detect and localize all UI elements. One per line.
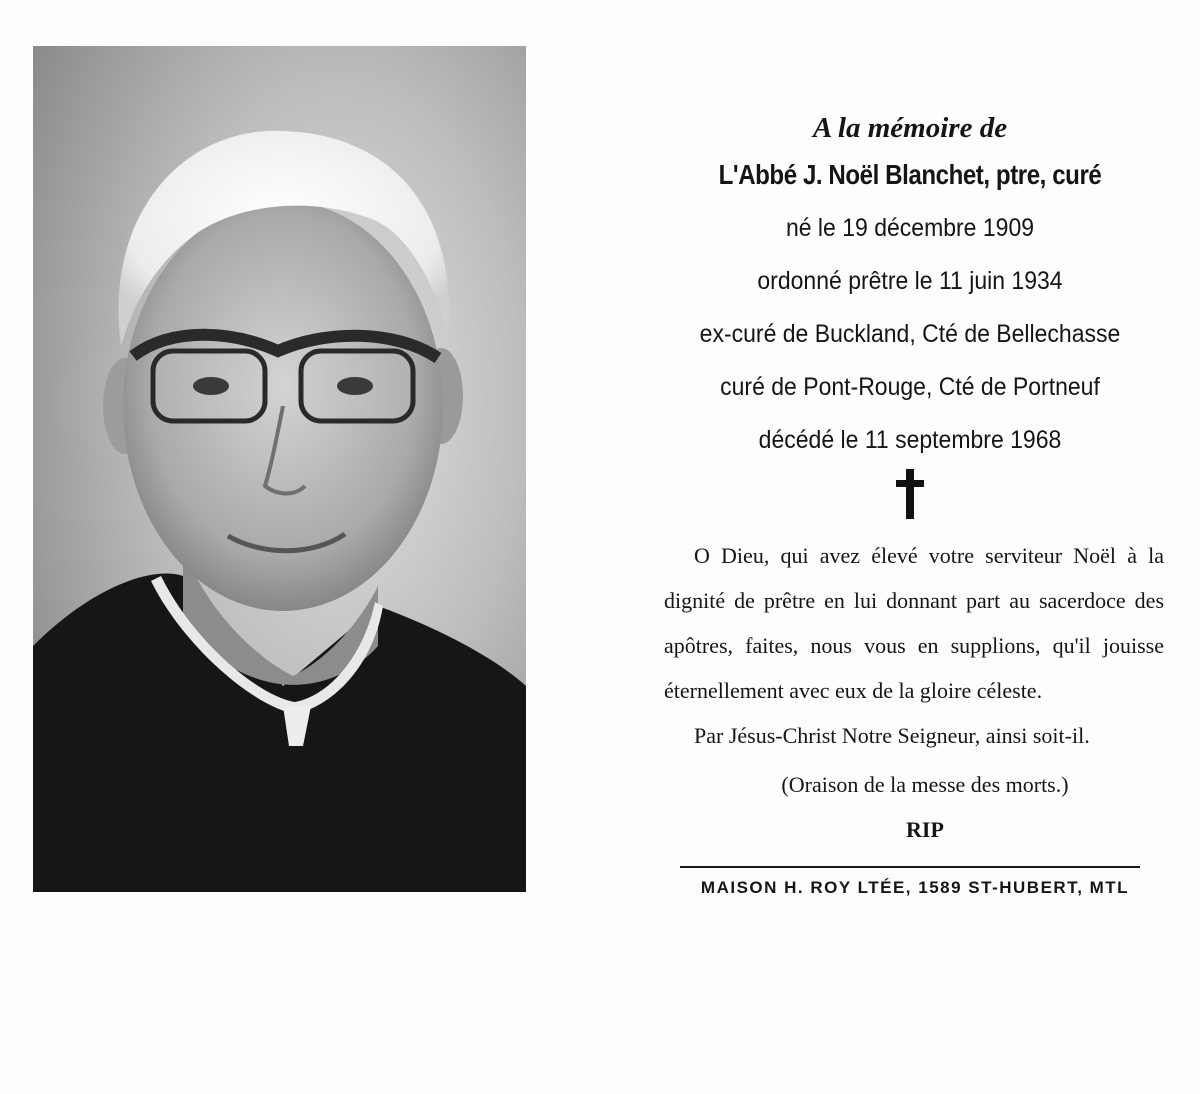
prayer-paragraph: O Dieu, qui avez élevé votre serviteur Noël à la dignité de prêtre en lui donnant part au sacerdoce des apôtres, faites, nous vous en supplions, qu'il jouisse éternellement avec eux de la gloire céleste. [664, 543, 1164, 703]
memorial-text [640, 100, 1180, 898]
birth-date-line: né le 19 décembre 1909 [785, 214, 1035, 242]
prayer-closing: Par Jésus-Christ Notre Seigneur, ainsi soit-il. [694, 723, 1090, 748]
current-parish-line: curé de Pont-Rouge, Cté de Portneuf [720, 373, 1100, 401]
cross-icon-shape [896, 469, 924, 519]
deceased-name: L'Abbé J. Noël Blanchet, ptre, curé [718, 159, 1102, 190]
printer-credit: MAISON H. ROY LTÉE, 1589 ST-HUBERT, MTL [700, 878, 1130, 897]
cross-icon [640, 469, 1180, 529]
rip-text: RIP [906, 817, 944, 842]
former-parish-line: ex-curé de Buckland, Cté de Bellechasse [699, 320, 1121, 348]
oraison-note: (Oraison de la messe des morts.) [781, 772, 1069, 797]
ordination-line: ordonné prêtre le 11 juin 1934 [757, 267, 1063, 295]
death-date-line: décédé le 11 septembre 1968 [758, 426, 1062, 454]
memorial-header: A la mémoire de [812, 112, 1008, 144]
prayer-text [664, 533, 1164, 758]
priest-portrait-photo [33, 46, 526, 892]
portrait-illustration [33, 46, 526, 892]
footer-divider [680, 866, 1140, 868]
